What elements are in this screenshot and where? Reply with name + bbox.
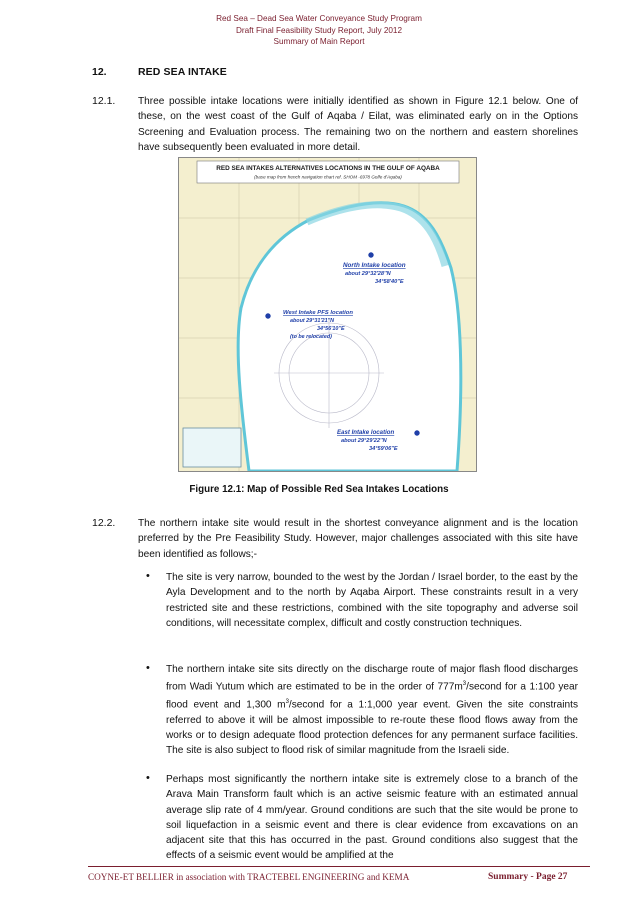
north-intake-name: North Intake location <box>343 262 406 269</box>
bullet-text-2 <box>166 662 578 759</box>
footer-divider <box>88 866 590 867</box>
paragraph-12-2: The northern intake site would result in the shortest conveyance alignment and is the location preferred by the Pre Feasibility Study. However, major challenges associated with this site have been identified as follows;- <box>138 518 578 560</box>
section-number: 12. <box>92 66 107 78</box>
intake-map-figure <box>178 157 477 472</box>
bullet-marker-2: • <box>146 662 150 674</box>
bullet-text-1: The site is very narrow, bounded to the west by the Jordan / Israel border, to the east by the Ayla Development and to the north by Aqaba Airport. These constraints result in a very restricted site and these restrictions, combined with the site topography and adverse soil conditions, will necessitate complex, difficult and costly construction techniques. <box>166 572 578 629</box>
map-inset <box>183 428 241 467</box>
bullet-2-superscript-2: 3 <box>285 698 289 705</box>
north-intake-marker <box>368 252 374 258</box>
map-title: RED SEA INTAKES ALTERNATIVES LOCATIONS IN THE GULF OF AQABA <box>216 165 440 172</box>
bullet-2-superscript-1: 3 <box>462 681 467 688</box>
footer-credits: COYNE-ET BELLIER in association with TRACTEBEL ENGINEERING and KEMA <box>88 872 410 882</box>
paragraph-12-1: Three possible intake locations were initially identified as shown in Figure 12.1 below. One of these, on the west coast of the Gulf of Aqaba / Eilat, was eliminated early on in the Options Screening and Evaluation process. The remaining two on the northern and eastern shorelines have subsequently been evaluated in more detail. <box>138 96 578 153</box>
west-intake-marker <box>265 313 271 319</box>
header-line-1: Red Sea – Dead Sea Water Conveyance Study Program <box>216 14 422 23</box>
east-intake-lon: 34°59'06''E <box>369 446 398 452</box>
west-intake-lon: 34°56'10''E <box>317 326 345 332</box>
west-intake-lat: about 29°31'21''N <box>290 318 335 324</box>
header-line-3: Summary of Main Report <box>273 37 365 46</box>
bullet-2-part-c: /second for a 1:1,000 year event. Given the site constraints referred to above it will be almost impossible to re-route these flood flows away from the works or to design adequate flood protection defences for any permanent surface facilities. The site is also subject to flood risk of similar magnitude from the Israeli side. <box>166 699 578 757</box>
west-intake-note: (to be relocated) <box>290 334 332 340</box>
west-intake-name: West Intake PFS location <box>283 310 353 316</box>
paragraph-number-12-1: 12.1. <box>92 95 116 107</box>
paragraph-number-12-2: 12.2. <box>92 517 116 529</box>
bullet-2-part-a: The northern intake site sits directly on the discharge route of major flash flood discharges from Wadi Yutum which are estimated to be in the order of 777m <box>166 664 578 693</box>
east-intake-name: East Intake location <box>337 429 395 436</box>
north-intake-lat: about 29°32'28''N <box>345 271 391 277</box>
bullet-2-part-b: /second for a 1:100 year flood event and 1,300 m <box>166 681 578 711</box>
north-intake-lon: 34°58'40''E <box>375 279 404 285</box>
section-title: RED SEA INTAKE <box>138 66 227 78</box>
map-subtitle: (base map from french navigation chart ref. SHOM -6978 Golfe d'Aqaba) <box>254 174 402 180</box>
page-header <box>0 13 638 48</box>
bullet-text-3: Perhaps most significantly the northern intake site is extremely close to a branch of the Arava Main Transform fault which is an active seismic feature with an estimated annual average slip rate of 4 mm/year. Ground conditions are such that the site would be prone to soil liquefaction in a seismic event and there is clear evidence from excavations on an adjacent site that this has occurred in the past. Ground conditions also suggest that the effects of a seismic event would be amplified at the <box>166 774 578 862</box>
east-intake-marker <box>414 430 420 436</box>
footer-page-number: Summary - Page 27 <box>488 872 568 882</box>
figure-caption: Figure 12.1: Map of Possible Red Sea Intakes Locations <box>189 484 449 495</box>
east-intake-lat: about 29°29'22''N <box>341 438 387 444</box>
header-line-2: Draft Final Feasibility Study Report, July 2012 <box>235 25 403 35</box>
bullet-marker-1: • <box>146 570 150 582</box>
bullet-marker-3: • <box>146 772 150 784</box>
map-image <box>179 158 476 471</box>
